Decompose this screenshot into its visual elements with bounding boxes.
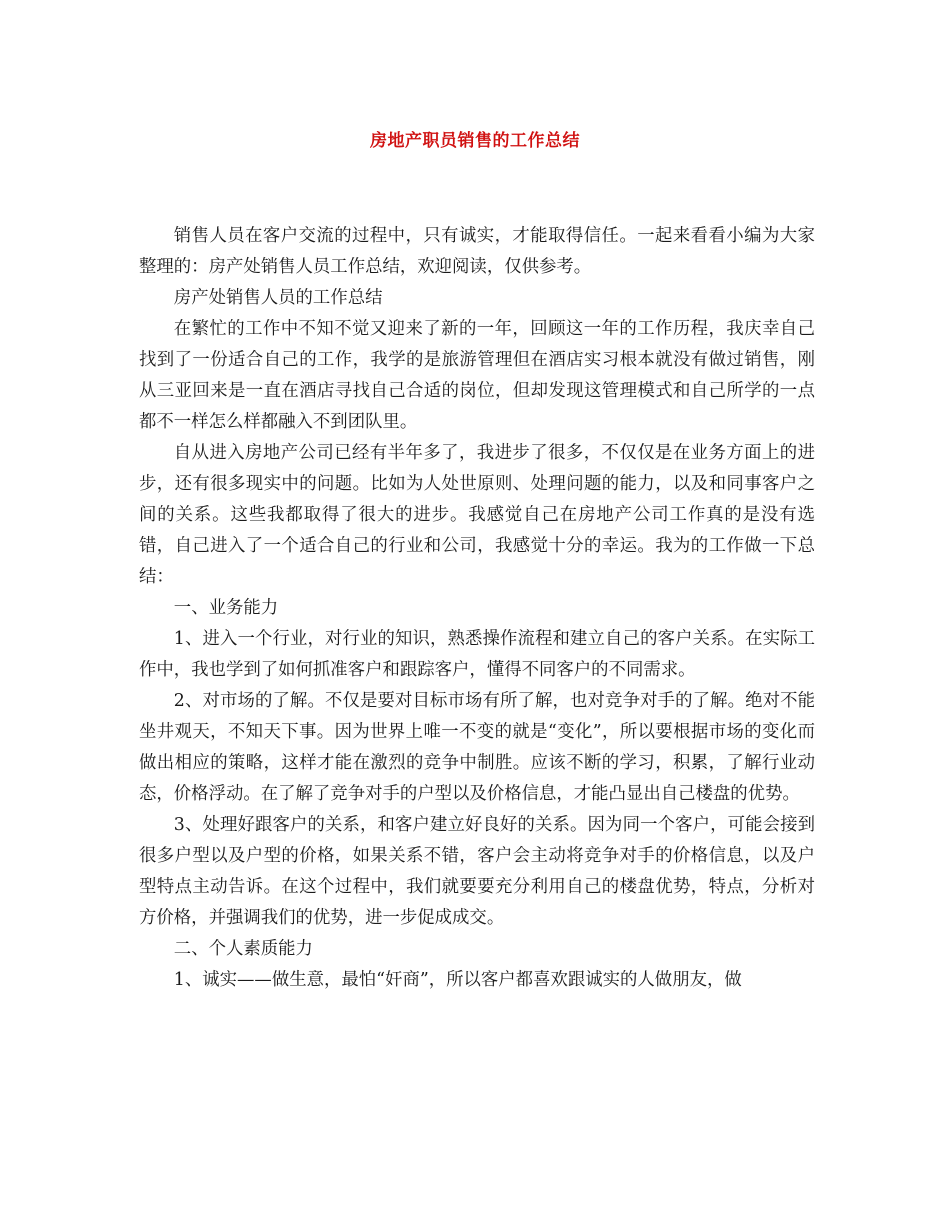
paragraph-intro: 销售人员在客户交流的过程中，只有诚实，才能取得信任。一起来看看小编为大家整理的：房产处销售人员工作总结，欢迎阅读，仅供参考。: [139, 226, 815, 277]
document-body: [139, 221, 815, 996]
paragraph: 在繁忙的工作中不知不觉又迎来了新的一年，回顾这一年的工作历程，我庆幸自己找到了一份适合自己的工作，我学的是旅游管理但在酒店实习根本就没有做过销售，刚从三亚回来是一直在酒店寻找自己合适的岗位，但却发现这管理模式和自己所学的一点都不一样怎么样都融入不到团队里。: [139, 319, 815, 432]
paragraph: 自从进入房地产公司已经有半年多了，我进步了很多，不仅仅是在业务方面上的进步，还有很多现实中的问题。比如为人处世原则、处理问题的能力，以及和同事客户之间的关系。这些我都取得了很大的进步。我感觉自己在房地产公司工作真的是没有选错，自己进入了一个适合自己的行业和公司，我感觉十分的幸运。我为的工作做一下总结：: [139, 443, 815, 587]
paragraph: 2、对市场的了解。不仅是要对目标市场有所了解，也对竞争对手的了解。绝对不能坐井观天，不知天下事。因为世界上唯一不变的就是“变化”，所以要根据市场的变化而做出相应的策略，这样才能在激烈的竞争中制胜。应该不断的学习，积累，了解行业动态，价格浮动。在了解了竞争对手的户型以及价格信息，才能凸显出自己楼盘的优势。: [139, 691, 815, 804]
paragraph-subtitle: 房产处销售人员的工作总结: [173, 288, 383, 308]
paragraph: 1、进入一个行业，对行业的知识，熟悉操作流程和建立自己的客户关系。在实际工作中，我也学到了如何抓准客户和跟踪客户，懂得不同客户的不同需求。: [139, 629, 815, 680]
section-heading-personal: 二、个人素质能力: [173, 939, 313, 959]
section-heading-business: 一、业务能力: [173, 598, 279, 618]
document-title: 房地产职员销售的工作总结: [370, 131, 580, 151]
paragraph: 3、处理好跟客户的关系，和客户建立好良好的关系。因为同一个客户，可能会接到很多户型以及户型的价格，如果关系不错，客户会主动将竞争对手的价格信息，以及户型特点主动告诉。在这个过程中，我们就要要充分利用自己的楼盘优势，特点，分析对方价格，并强调我们的优势，进一步促成成交。: [139, 815, 815, 928]
paragraph: 1、诚实——做生意，最怕“奸商”，所以客户都喜欢跟诚实的人做朋友，做: [173, 970, 742, 990]
